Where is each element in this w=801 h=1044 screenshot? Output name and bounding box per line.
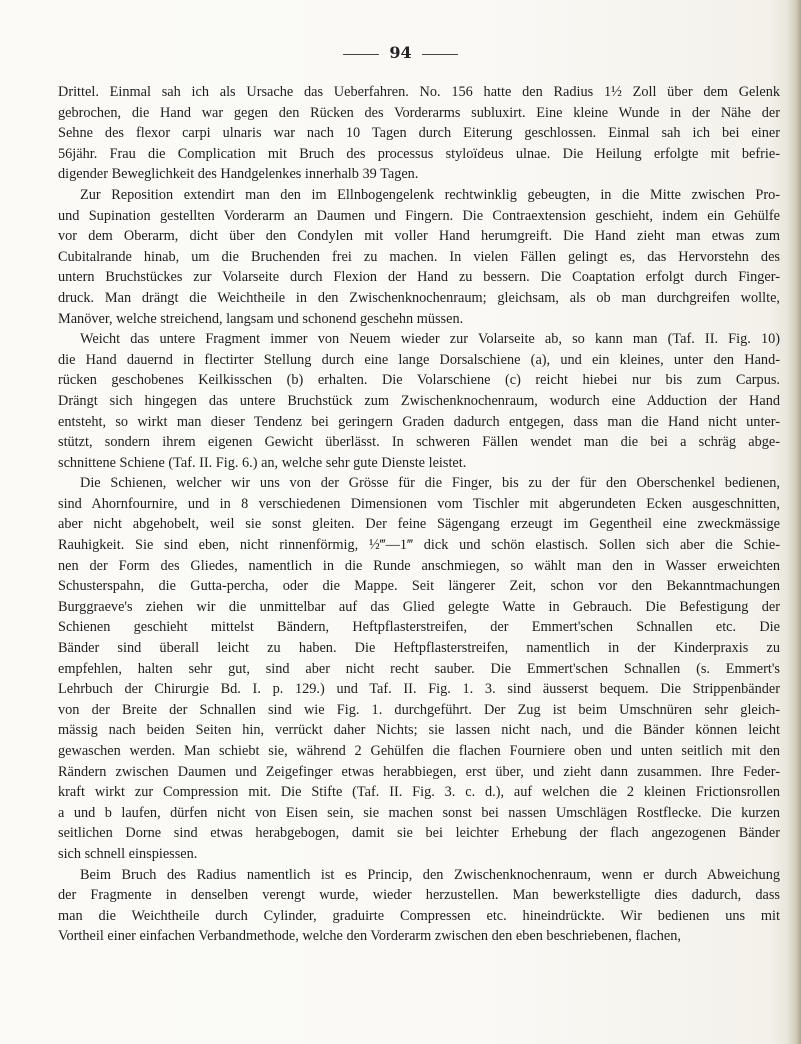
text-line: der Fragmente in denselben verengt wurde, wieder herzustellen. Man bewerkstelligte dies dadurch, dass: [58, 887, 780, 904]
text-line: sind Ahornfournire, und in 8 verschiedenen Dimensionen vom Tischler mit abgerundeten Ecken ausgeschnitten,: [58, 495, 780, 512]
paragraph: [58, 329, 780, 473]
text-line: Burggraeve's ziehen wir die unmittelbar auf das Glied gelegte Watte in Gebrauch. Die Befestigung der: [58, 598, 780, 615]
text-line: und Supination gestellten Vorderarm an Daumen und Fingern. Die Contraextension geschieht, indem ein Gehülfe: [58, 207, 780, 224]
text-line: von der Breite der Schnallen sind wie Fig. 1. durchgeführt. Der Zug ist beim Umschnüren sehr gleich-: [58, 701, 780, 718]
text-line: digender Beweglichkeit des Handgelenkes innerhalb 39 Tagen.: [58, 166, 419, 183]
text-line: Die Schienen, welcher wir uns von der Grösse für die Finger, bis zu der für den Oberschenkel bedienen,: [80, 475, 780, 492]
text-line: rücken geschobenes Keilkisschen (b) erhalten. Die Volarschiene (c) reicht hiebei nur bis zum Carpus.: [58, 372, 780, 389]
text-line: druck. Man drängt die Weichtheile in den Zwischenknochenraum; gleichsam, als ob man durchgreifen wollte,: [58, 289, 780, 306]
text-line: gewaschen werden. Man schiebt sie, während 2 Gehülfen die flachen Fourniere oben und unten seitlich mit den: [58, 743, 780, 759]
page-edge-shadow: [787, 0, 801, 1044]
text-line: Cubitalrande hinab, um die Bruchenden frei zu machen. In vielen Fällen gelingt es, das Hervorstehn des: [58, 248, 780, 265]
paragraph: [58, 865, 780, 947]
text-line: gebrochen, die Hand war gegen den Rücken des Vorderarms subluxirt. Eine kleine Wunde in der Nähe der: [58, 104, 780, 121]
text-line: nen der Form des Gliedes, namentlich in die Runde anschmiegen, so wählt man den in Wasser erweichten: [58, 557, 780, 574]
text-line: Schienen geschieht mittelst Bändern, Heftpflasterstreifen, der Emmert'schen Schnallen etc. Die: [58, 619, 780, 636]
text-line: Lehrbuch der Chirurgie Bd. I. p. 129.) und Taf. II. Fig. 1. 3. sind äusserst bequem. Die Strippenbänder: [58, 681, 780, 698]
text-line: Bänder sind überall leicht zu haben. Die Heftpflasterstreifen, namentlich in der Kinderpraxis zu: [58, 640, 780, 657]
text-line: aber nicht abgehobelt, weil sie sonst gleiten. Der feine Sägengang erzeugt im Gegentheil eine zweckmässige: [58, 516, 780, 533]
text-line: a und b laufen, dürfen nicht von Eisen sein, sie machen sonst bei nassen Umschlägen Rostflecke. Die kurzen: [58, 804, 780, 821]
page-number: 94: [389, 43, 412, 62]
text-line: empfehlen, halten sehr gut, sind aber nicht recht sauber. Die Emmert'schen Schnallen (s. Emmert's: [58, 660, 780, 677]
text-line: die Hand dauernd in flectirter Stellung durch eine lange Dorsalschiene (a), und ein kleines, unter den Hand-: [58, 351, 780, 368]
paragraph: [58, 82, 780, 185]
page-header: [0, 43, 801, 62]
body-text: [58, 82, 780, 947]
text-line: Zur Reposition extendirt man den im Ellnbogengelenk rechtwinklig gebeugten, in die Mitte zwischen Pro-: [80, 186, 780, 203]
text-line: Schusterspahn, die Gutta-percha, oder die Mappe. Seit längerer Zeit, schon vor den Bekanntmachungen: [58, 578, 780, 595]
text-line: seitlichen Dorne sind etwas herabgebogen, damit sie bei leichter Erhebung der flach angezogenen Bänder: [58, 825, 780, 842]
text-line: Beim Bruch des Radius namentlich ist es Princip, den Zwischenknochenraum, wenn er durch Abweichung: [80, 866, 780, 883]
text-line: Drittel. Einmal sah ich als Ursache das Ueberfahren. No. 156 hatte den Radius 1½ Zoll über dem Gelenk: [58, 84, 780, 100]
text-line: Weicht das untere Fragment immer von Neuem wieder zur Volarseite ab, so kann man (Taf. II. Fig. 10): [80, 331, 780, 348]
paragraph: [58, 473, 780, 864]
header-dash-left: [343, 54, 379, 55]
text-line: untern Bruchstückes zur Volarseite durch Flexion der Hand zu bessern. Die Coaptation erfolgt durch Finger-: [58, 269, 780, 286]
header-dash-right: [422, 54, 458, 55]
paragraph: [58, 185, 780, 329]
text-line: mässig nach beiden Seiten hin, verrückt daher Nichts; sie lassen nicht nach, und die Bänder können leicht: [58, 722, 780, 739]
text-line: kraft wirkt zur Compression mit. Die Stifte (Taf. II. Fig. 3. c. d.), auf welchen die 2 kleinen Frictionsrollen: [58, 784, 780, 801]
text-line: sich schnell einspiessen.: [58, 845, 198, 862]
text-line: Rauhigkeit. Sie sind eben, nicht rinnenförmig, ½‴—1‴ dick und schön elastisch. Sollen sich aber die Schie-: [58, 537, 780, 554]
text-line: Sehne des flexor carpi ulnaris war nach 10 Tagen durch Eiterung geschlossen. Einmal sah ich bei einer: [58, 125, 780, 142]
text-line: Rändern zwischen Daumen und Zeigefinger etwas herabbiegen, erst über, und zieht dann zusammen. Ihre Feder-: [58, 763, 780, 780]
text-line: Drängt sich hingegen das untere Bruchstück zum Zwischenknochenraum, wodurch eine Adduction der Hand: [58, 392, 780, 409]
text-line: 56jähr. Frau die Complication mit Bruch des processus styloïdeus ulnae. Die Heilung erfolgte mit befrie-: [58, 145, 780, 162]
text-line: schnittene Schiene (Taf. II. Fig. 6.) an, welche sehr gute Dienste leistet.: [58, 454, 467, 471]
text-line: entsteht, so wirkt man dieser Tendenz bei geringern Graden dadurch entgegen, dass man die Hand nicht unter-: [58, 413, 780, 430]
text-line: stützt, sondern ihrem eigenen Gewicht überlässt. In schweren Fällen wendet man die bei a schräg abge-: [58, 434, 780, 451]
text-line: vor dem Oberarm, dicht über den Condylen mit voller Hand herumgreift. Die Hand zieht man etwas zum: [58, 228, 780, 245]
text-line: man die Weichtheile durch Cylinder, graduirte Compressen etc. hineindrückte. Wir bedienen uns mit: [58, 907, 780, 924]
text-line: Vortheil einer einfachen Verbandmethode, welche den Vorderarm zwischen den eben beschriebenen, flachen,: [58, 928, 681, 945]
text-line: Manöver, welche streichend, langsam und schonend geschehn müssen.: [58, 310, 464, 327]
